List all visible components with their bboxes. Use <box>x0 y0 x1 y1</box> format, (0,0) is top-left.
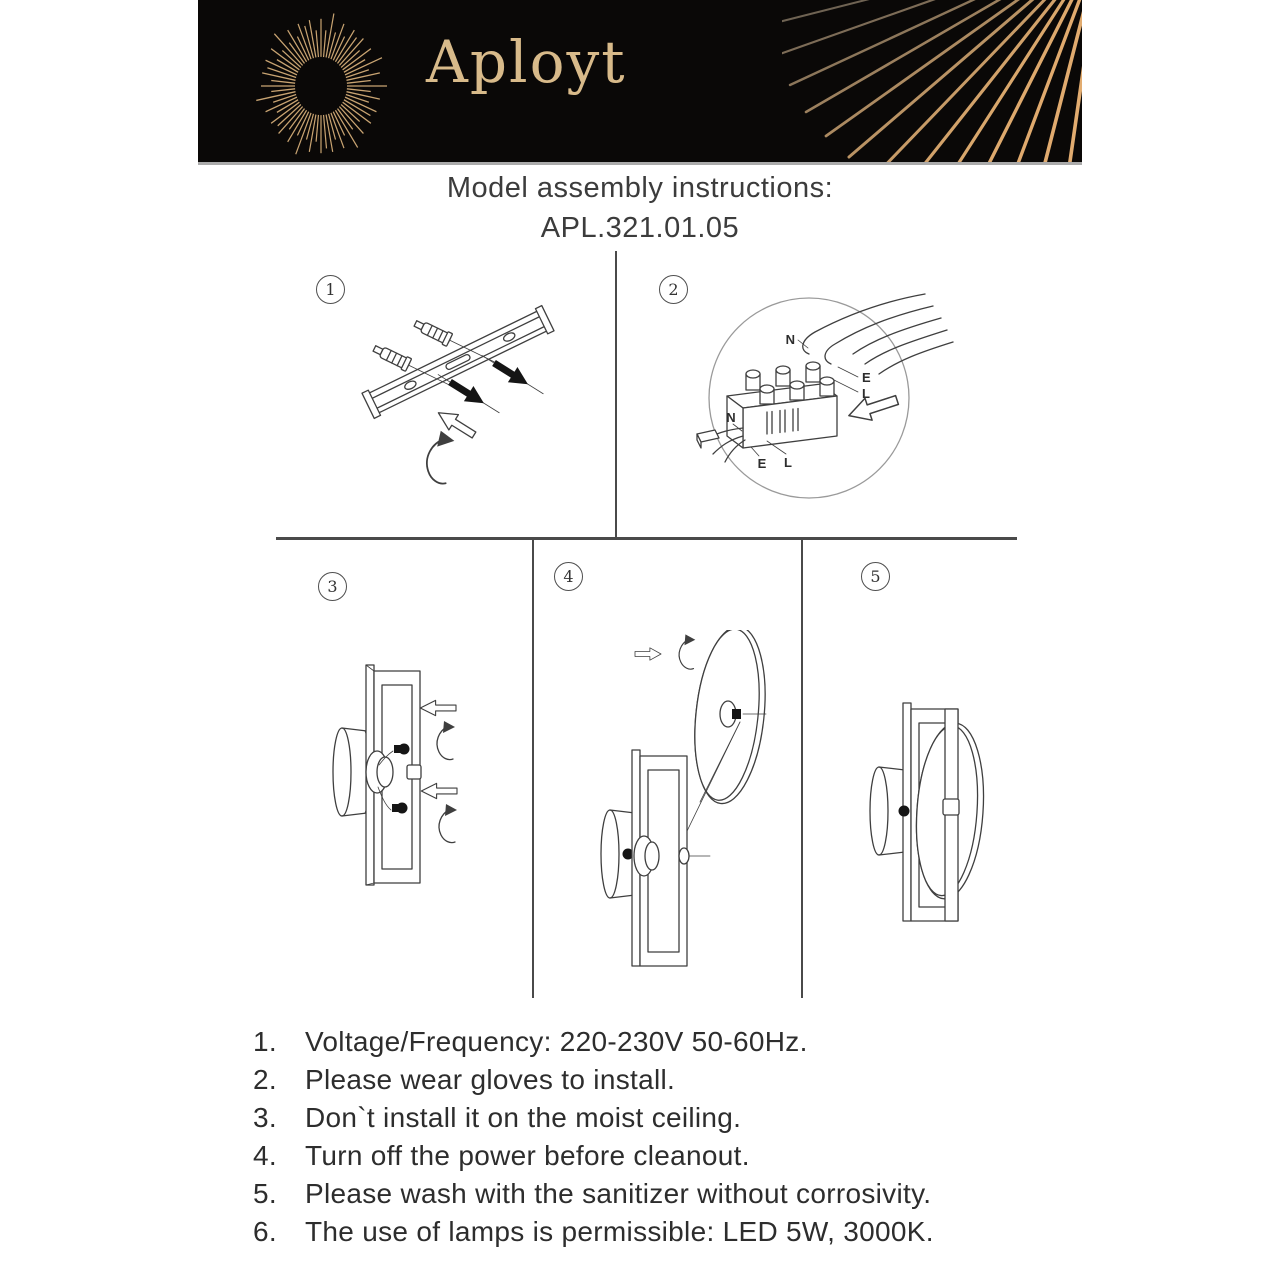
note-number: 2. <box>253 1064 277 1095</box>
note-text: Please wear gloves to install. <box>305 1064 676 1095</box>
push-arrow-icon <box>421 783 457 798</box>
note-text: Please wash with the sanitizer without corrosivity. <box>305 1178 932 1209</box>
insert-arrow-icon <box>845 389 900 427</box>
model-number: APL.321.01.05 <box>540 212 740 244</box>
rotate-arrow-icon <box>679 634 695 669</box>
step-5-badge <box>861 562 890 591</box>
wall-canopy <box>333 728 370 816</box>
brand-banner <box>198 0 1082 165</box>
note-item <box>253 1216 1083 1254</box>
step-4-badge <box>554 562 583 591</box>
wire-label-e-bottom: E <box>757 456 767 471</box>
step-3-number: 3 <box>327 577 338 596</box>
title-block <box>0 172 1280 245</box>
rotate-arrow-icon <box>424 429 455 484</box>
rotate-arrow-icon <box>439 804 457 843</box>
wire-label-l-top: L <box>862 386 870 401</box>
wire-label-n-top: N <box>785 332 795 347</box>
rotate-arrow-icon <box>437 721 455 760</box>
note-text: Turn off the power before cleanout. <box>305 1140 750 1171</box>
screw <box>899 806 910 817</box>
push-arrow-icon <box>420 700 456 715</box>
brand-name: Aployt <box>426 28 627 96</box>
step-4-diagram-disc-attachment <box>540 630 790 1000</box>
note-number: 1. <box>253 1026 277 1057</box>
wall-canopy <box>601 810 635 898</box>
note-item <box>253 1102 1083 1140</box>
sunburst-logo-icon <box>253 11 389 161</box>
note-item <box>253 1140 1083 1178</box>
note-number: 4. <box>253 1140 277 1171</box>
step-3-badge <box>318 572 347 601</box>
push-arrow-icon <box>635 648 661 660</box>
wire-label-e-top: E <box>862 370 871 385</box>
step-2-diagram-wiring <box>695 288 1015 518</box>
terminal-block <box>727 362 837 448</box>
page-title: Model assembly instructions: <box>446 172 834 204</box>
note-item <box>253 1026 1083 1064</box>
side-knob <box>407 765 421 779</box>
frame-right-bar <box>943 709 959 921</box>
divider-vertical-bottom-right <box>801 540 803 998</box>
note-number: 3. <box>253 1102 277 1133</box>
wire-label-l-bottom: L <box>784 455 792 470</box>
note-text: The use of lamps is permissible: LED 5W, 3000K. <box>305 1216 934 1247</box>
step-4-number: 4 <box>563 567 574 586</box>
note-text: Voltage/Frequency: 220-230V 50-60Hz. <box>305 1026 808 1057</box>
note-number: 5. <box>253 1178 277 1209</box>
step-5-diagram-assembled-lamp <box>825 665 1045 995</box>
step-3-diagram-frame-mounting <box>295 635 545 1005</box>
note-text: Don`t install it on the moist ceiling. <box>305 1102 742 1133</box>
note-number: 6. <box>253 1216 277 1247</box>
step-1-diagram-bracket-anchors <box>300 295 620 535</box>
step-2-number: 2 <box>668 280 679 299</box>
side-knob <box>943 799 959 815</box>
corner-rays-icon <box>782 0 1082 162</box>
safety-notes-list <box>253 1026 1083 1254</box>
divider-horizontal <box>276 537 1017 540</box>
step-2-badge <box>659 275 688 304</box>
mains-wires <box>803 294 953 374</box>
step-1-number: 1 <box>325 280 336 299</box>
step-5-number: 5 <box>870 567 881 586</box>
note-item <box>253 1178 1083 1216</box>
wire-label-n-bottom: N <box>726 410 736 425</box>
note-item <box>253 1064 1083 1102</box>
